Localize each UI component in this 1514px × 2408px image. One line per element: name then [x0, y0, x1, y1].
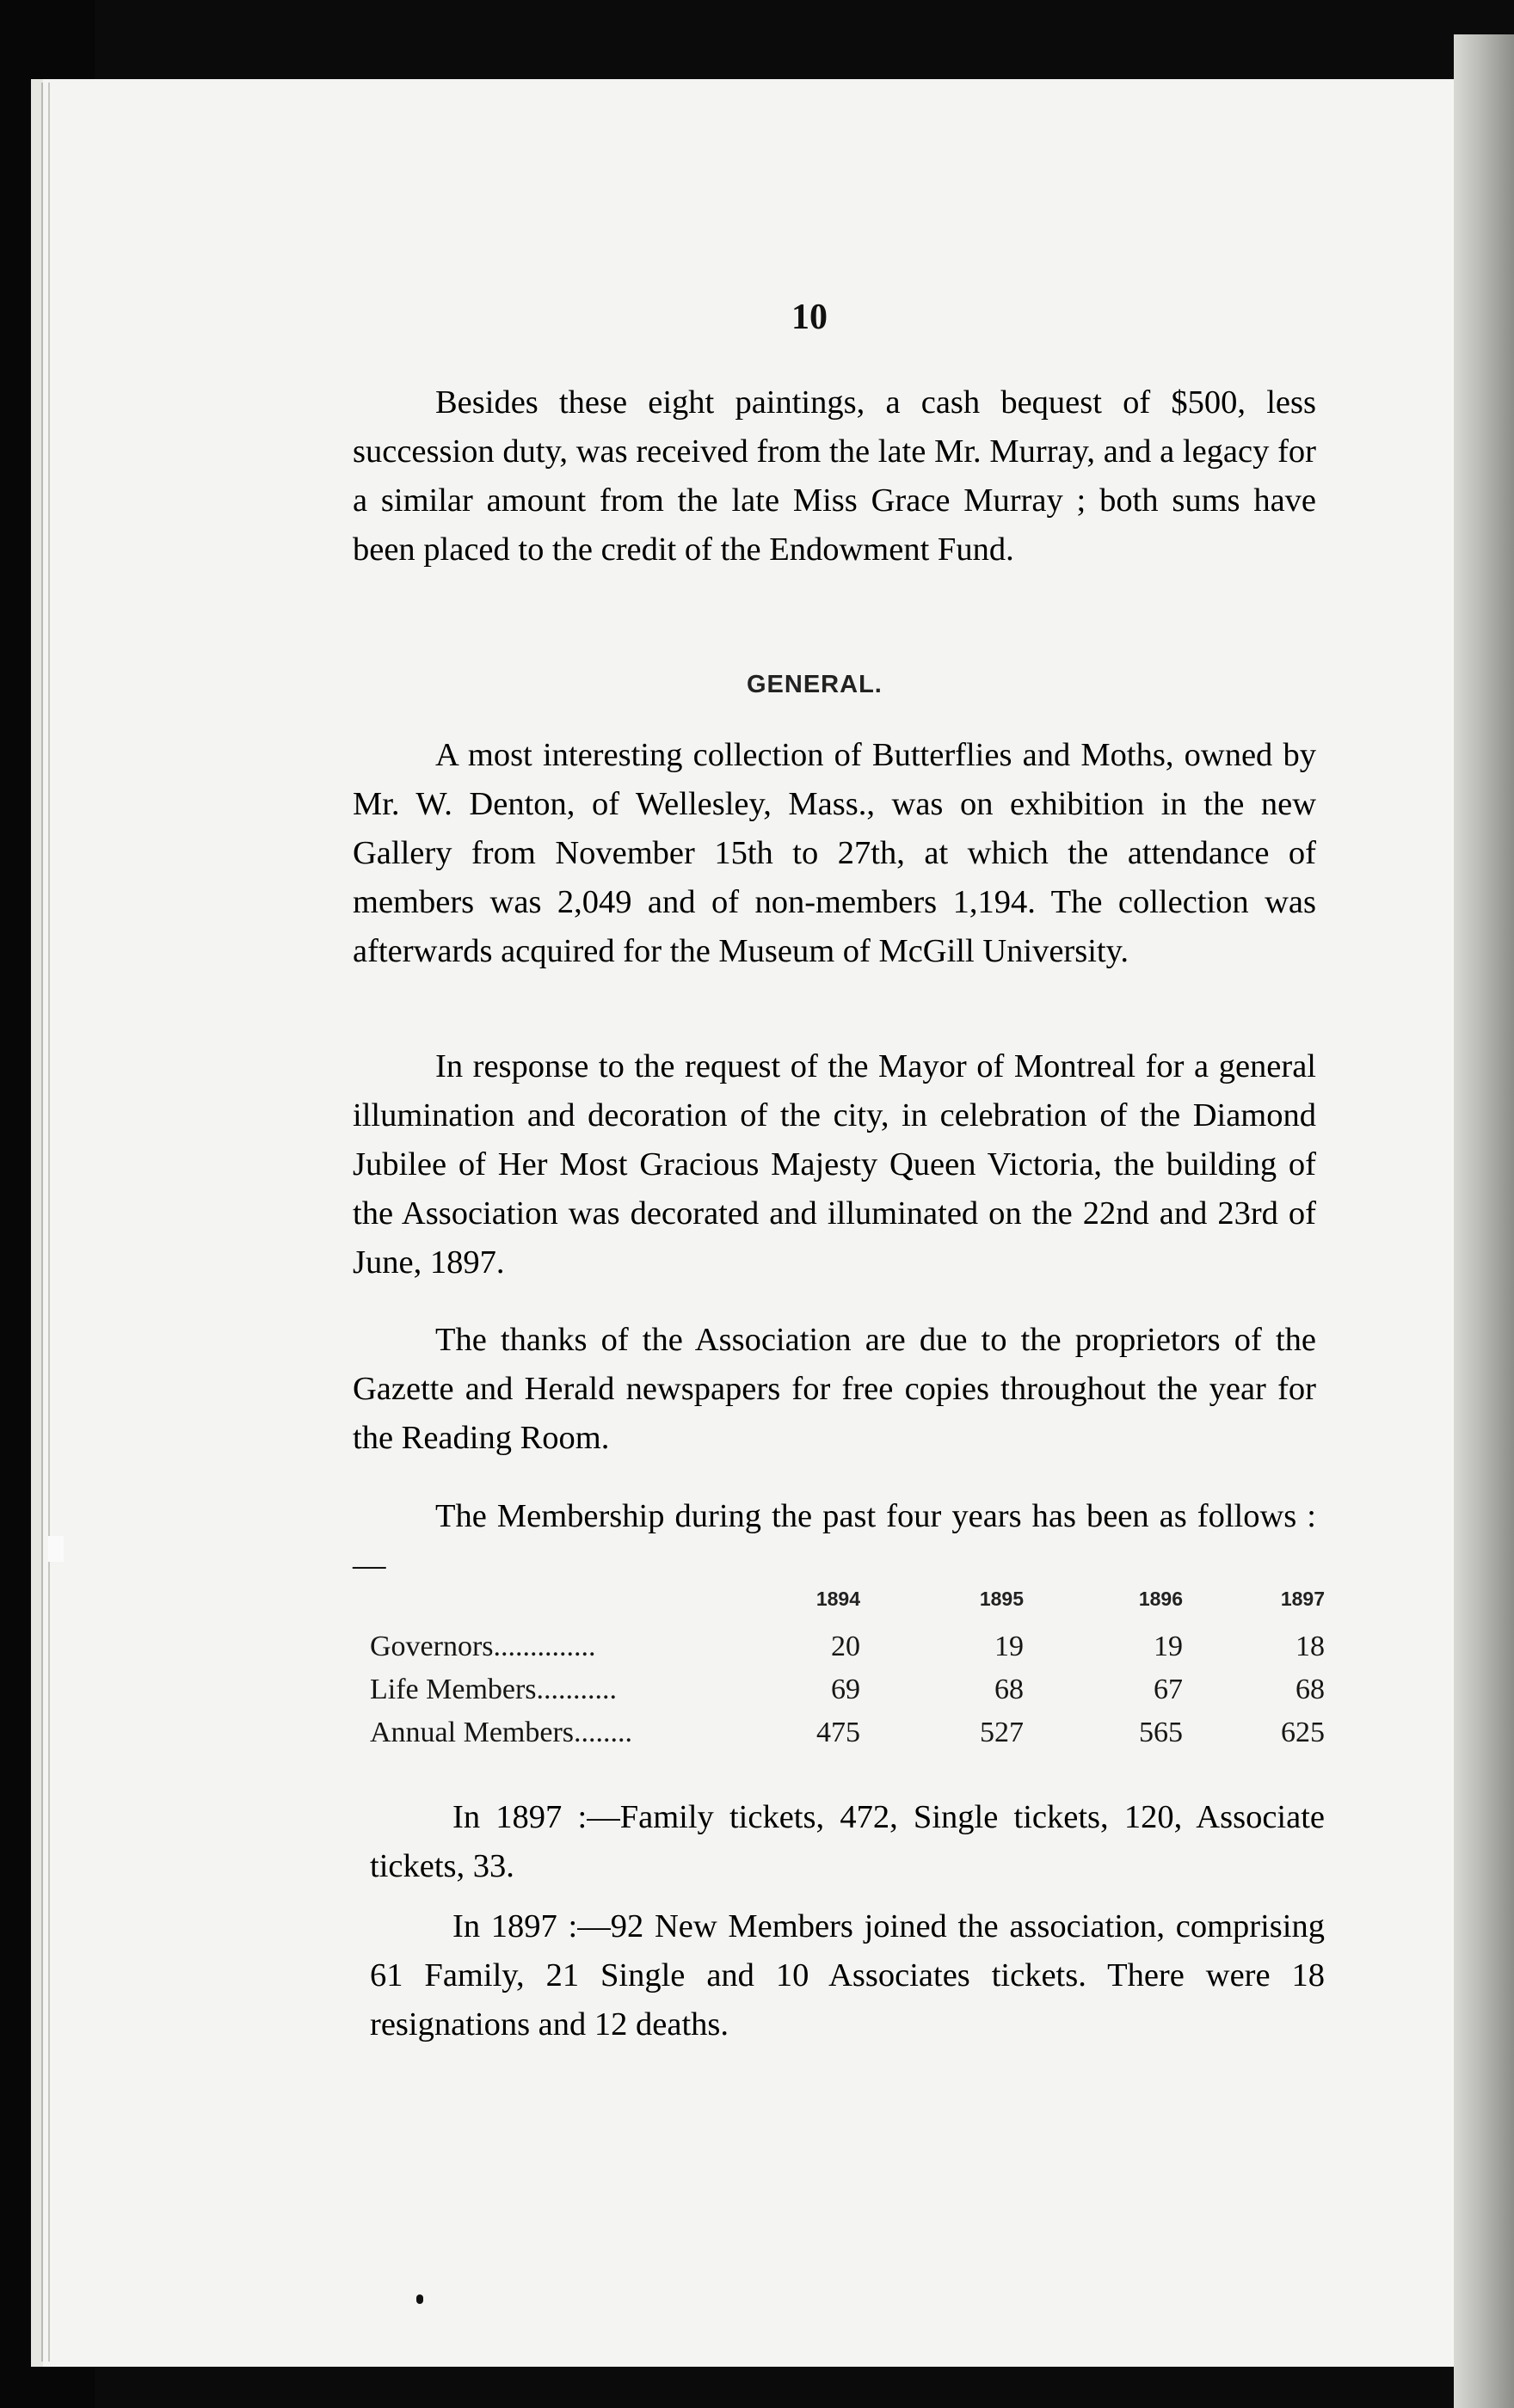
paragraph-bequest — [353, 378, 1316, 574]
ink-dot — [416, 2294, 423, 2304]
paragraph-thanks-text: The thanks of the Association are due to the proprietors of the Gazette and Herald newspapers for free copies throughout the year for the Reading Room. — [353, 1322, 1316, 1456]
table-row-governors — [370, 1631, 1325, 1672]
year-header: 1895 — [979, 1588, 1024, 1610]
table-cell: 565 — [1139, 1717, 1183, 1748]
section-heading-general: GENERAL. — [747, 671, 883, 698]
paragraph-butterflies — [353, 731, 1316, 976]
page-gutter-shadow — [1454, 34, 1514, 2408]
table-cell: 68 — [994, 1674, 1024, 1705]
table-cell: 20 — [831, 1631, 860, 1662]
table-cell: 625 — [1281, 1717, 1325, 1748]
table-header-row — [370, 1588, 1325, 1629]
paragraph-new-members-1897 — [370, 1902, 1325, 2049]
paragraph-membership-intro — [353, 1492, 1316, 1590]
paragraph-thanks — [353, 1316, 1316, 1463]
table-cell: 18 — [1296, 1631, 1325, 1662]
paragraph-new-members-1897-text: In 1897 :—92 New Members joined the association, comprising 61 Family, 21 Single and 10 Associates tickets. There were 18 resignations and 12 deaths. — [370, 1908, 1325, 2042]
year-header: 1897 — [1280, 1588, 1325, 1610]
table-cell: 475 — [816, 1717, 860, 1748]
table-cell: 68 — [1296, 1674, 1325, 1705]
paragraph-butterflies-text: A most interesting collection of Butterflies and Moths, owned by Mr. W. Denton, of Wellesley, Mass., was on exhibition in the new Gallery from November 15th to 27th, at which the attendance of members was 2,049 and of non-members 1,194. The collection was afterwards acquired for the Museum of McGill University. — [353, 737, 1316, 969]
page-number: 10 — [791, 298, 828, 337]
paragraph-jubilee-text: In response to the request of the Mayor of Montreal for a general illumination and decoration of the city, in celebration of the Diamond Jubilee of Her Most Gracious Majesty Queen Victoria, the building of the Association was decorated and illuminated on the 22nd and 23rd of June, 1897. — [353, 1048, 1316, 1281]
year-header: 1894 — [815, 1588, 860, 1610]
paragraph-bequest-text: Besides these eight paintings, a cash bequest of $500, less succession duty, was received from the late Mr. Murray, and a legacy for a similar amount from the late Miss Grace Murray ; both sums have been placed to the credit of the Endowment Fund. — [353, 384, 1316, 568]
paragraph-tickets-1897-text: In 1897 :—Family tickets, 472, Single tickets, 120, Associate tickets, 33. — [370, 1799, 1325, 1884]
row-label: Annual Members........ — [370, 1717, 633, 1748]
table-cell: 19 — [1154, 1631, 1183, 1662]
row-label: Governors.............. — [370, 1631, 596, 1662]
row-label: Life Members........... — [370, 1674, 618, 1705]
paragraph-membership-intro-text: The Membership during the past four years has been as follows :— — [353, 1498, 1316, 1583]
table-row-annual-members — [370, 1717, 1325, 1758]
table-cell: 69 — [831, 1674, 860, 1705]
table-cell: 19 — [994, 1631, 1024, 1662]
membership-table — [370, 1588, 1325, 1760]
table-cell: 67 — [1154, 1674, 1183, 1705]
paragraph-jubilee — [353, 1042, 1316, 1287]
page-tear-mark — [48, 1536, 64, 1562]
page-edge-stack — [41, 83, 50, 2362]
year-header: 1896 — [1138, 1588, 1183, 1610]
paragraph-tickets-1897 — [370, 1793, 1325, 1891]
table-row-life-members — [370, 1674, 1325, 1715]
table-cell: 527 — [980, 1717, 1024, 1748]
